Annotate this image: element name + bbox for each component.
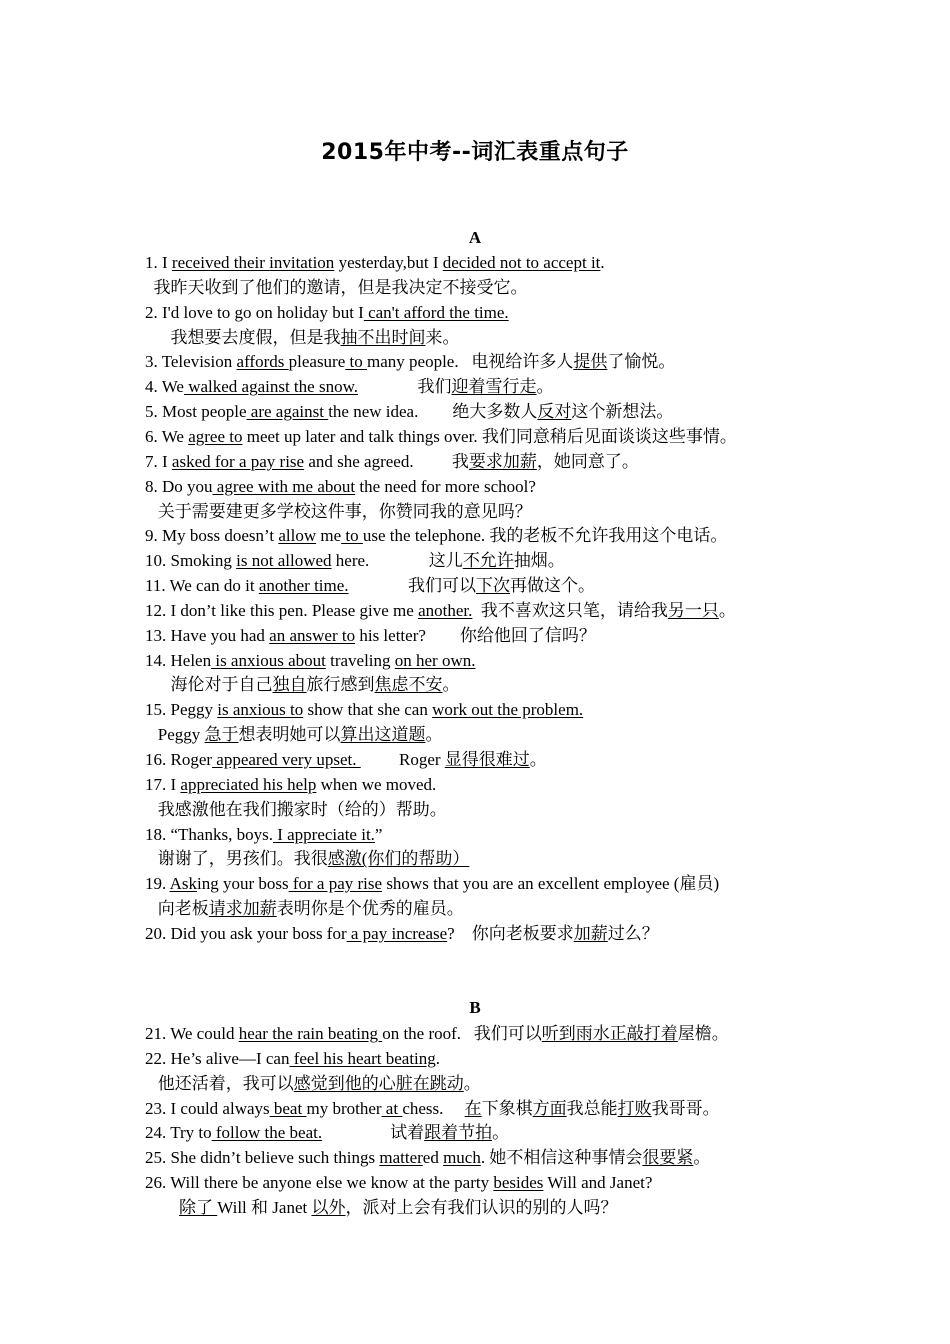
text-segment: show that she can <box>303 700 433 720</box>
sentence-line <box>145 1198 617 1218</box>
underlined-phrase: matter <box>379 1148 423 1168</box>
text-segment: 。 <box>463 1073 481 1093</box>
text-segment: 21. We could <box>145 1024 239 1043</box>
underlined-phrase: received their invitation <box>171 253 335 272</box>
underlined-phrase: is anxious about <box>211 650 326 670</box>
underlined-phrase: 感激(你们的帮助） <box>327 849 470 869</box>
underlined-phrase: hear the rain beating <box>238 1024 383 1043</box>
text-segment: chess. <box>402 1098 465 1118</box>
text-segment: 10. Smoking <box>145 551 237 571</box>
underlined-phrase: appreciated his help <box>180 774 317 794</box>
underlined-phrase: 反对 <box>537 402 572 422</box>
underlined-phrase: on her own. <box>394 650 476 670</box>
text-segment: 再做这个。 <box>510 576 596 596</box>
text-segment: 5. Most people <box>145 402 247 422</box>
sentence-line <box>145 278 528 298</box>
text-segment: 想表明她可以 <box>238 725 341 745</box>
text-segment: me <box>316 526 342 546</box>
text-segment: 我想要去度假，但是我 <box>145 327 341 347</box>
text-segment: 19. <box>145 874 170 894</box>
underlined-phrase: affords <box>236 352 289 372</box>
sentence-line <box>145 1024 729 1044</box>
text-segment: 。 <box>529 750 547 769</box>
text-segment: . <box>435 1048 441 1068</box>
underlined-phrase: follow the beat. <box>211 1123 323 1143</box>
sentence-line <box>145 303 509 323</box>
underlined-phrase: 不允许 <box>462 551 514 571</box>
underlined-phrase: 迎着雪行走 <box>451 377 537 397</box>
underlined-phrase: another. <box>418 600 473 620</box>
sentence-line <box>145 800 447 820</box>
text-segment <box>145 1198 179 1217</box>
text-segment: 试着 <box>322 1123 425 1143</box>
underlined-phrase: 以外 <box>311 1197 346 1217</box>
underlined-phrase: a pay increase <box>346 923 448 943</box>
text-segment: 我们可以 <box>348 576 477 596</box>
sentence-line <box>145 750 547 770</box>
underlined-phrase: 除了 <box>179 1197 218 1217</box>
text-segment: 。 <box>718 600 736 620</box>
text-segment: Will and Janet? <box>543 1173 653 1193</box>
text-segment: 海伦对于自己 <box>145 675 273 695</box>
underlined-phrase: 另一只 <box>667 600 719 620</box>
text-segment: 。 <box>693 1148 711 1168</box>
underlined-phrase: 提供 <box>573 352 608 372</box>
sentence-line <box>145 651 476 671</box>
sentence-line <box>145 402 673 422</box>
underlined-phrase: 要求加薪 <box>468 451 537 471</box>
underlined-phrase: 显得很难过 <box>444 750 530 769</box>
text-segment: 9. My boss doesn’t <box>145 526 279 546</box>
text-segment: Peggy <box>145 725 205 745</box>
underlined-phrase: 独自 <box>272 675 307 695</box>
underlined-phrase: 加薪 <box>573 923 608 943</box>
underlined-phrase: 方面 <box>532 1098 567 1118</box>
underlined-phrase: an answer to <box>269 625 356 645</box>
sentence-line <box>145 576 595 596</box>
text-segment: ，她同意了。 <box>536 451 639 471</box>
text-segment: 了愉悦。 <box>607 352 676 372</box>
text-segment: my brother <box>306 1098 382 1118</box>
text-segment: 我昨天收到了他们的邀请，但是我决定不接受它。 <box>145 277 528 297</box>
text-segment: 12. I don’t like this pen. Please give me <box>145 600 419 620</box>
text-segment: 24. Try to <box>145 1123 212 1143</box>
sentence-line <box>145 1173 652 1193</box>
text-segment: 我总能 <box>566 1098 618 1118</box>
text-segment: the need for more school? <box>355 476 536 496</box>
text-segment: 26. Will there be anyone else we know at the party <box>145 1173 494 1193</box>
underlined-phrase: much <box>443 1148 481 1168</box>
sentence-line <box>145 1074 481 1094</box>
sentence-line <box>145 352 675 372</box>
underlined-phrase: can't afford the time. <box>363 302 509 322</box>
text-segment: 我感激他在我们搬家时（给的）帮助。 <box>145 799 447 819</box>
text-segment: 关于需要建更多学校这件事，你赞同我的意见吗？ <box>145 501 532 521</box>
underlined-phrase: 算出这道题 <box>340 725 426 745</box>
text-segment: ed <box>422 1148 444 1168</box>
text-segment: 7. I <box>145 451 172 471</box>
text-segment: on the roof. 我们可以 <box>382 1024 542 1043</box>
underlined-phrase: allow <box>278 526 317 546</box>
sentence-line <box>145 502 532 522</box>
text-segment: Will 和 Janet <box>217 1197 312 1217</box>
text-segment: 我们 <box>358 377 452 397</box>
text-segment: shows that you are an excellent employee (雇员) <box>382 874 720 894</box>
sentence-line <box>145 526 727 546</box>
text-segment: 下象棋 <box>481 1098 533 1118</box>
text-segment: 23. I could always <box>145 1098 270 1118</box>
sentence-line <box>145 675 460 695</box>
text-segment: ” <box>374 824 383 844</box>
text-segment: pleasure <box>288 352 346 372</box>
text-segment: 4. We <box>145 377 184 397</box>
underlined-phrase: decided not to accept it <box>442 253 601 272</box>
sentence-line <box>145 601 736 621</box>
text-segment: many people. 电视给许多人 <box>367 352 574 372</box>
sentence-line <box>145 253 605 273</box>
text-segment: 屋檐。 <box>677 1024 729 1043</box>
underlined-phrase: 下次 <box>476 576 511 596</box>
text-segment: 我哥哥。 <box>651 1098 720 1118</box>
text-segment: 15. Peggy <box>145 700 218 720</box>
text-segment: here. 这儿 <box>331 551 463 571</box>
underlined-phrase: appeared very upset. <box>212 750 361 769</box>
sentence-line <box>145 725 443 745</box>
sentence-line <box>145 477 536 497</box>
text-segment: Roger <box>360 750 445 769</box>
text-segment: his letter? 你给他回了信吗？ <box>355 625 596 645</box>
text-segment: 25. She didn’t believe such things <box>145 1148 380 1168</box>
text-segment: 我不喜欢这只笔，请给我 <box>472 600 668 620</box>
text-segment: 抽烟。 <box>513 551 565 571</box>
underlined-phrase: 打败 <box>617 1098 652 1118</box>
text-segment: meet up later and talk things over. 我们同意稍后见面谈谈这些事情。 <box>242 426 737 446</box>
sentence-line <box>145 427 737 447</box>
text-segment: use the telephone. 我的老板不允许我用这个电话。 <box>362 526 728 546</box>
text-segment: 18. “Thanks, boys. <box>145 824 273 844</box>
text-segment: 1. I <box>145 253 172 272</box>
sentence-line <box>145 1099 720 1119</box>
sentence-line <box>145 1049 440 1069</box>
sentence-line <box>145 849 469 869</box>
underlined-phrase: 请求加薪 <box>208 899 277 919</box>
text-segment: 谢谢了，男孩们。我很 <box>145 849 328 869</box>
text-segment: 过么？ <box>607 923 659 943</box>
underlined-phrase: at <box>381 1098 403 1118</box>
text-segment: 旅行感到 <box>306 675 375 695</box>
text-segment: 他还活着，我可以 <box>145 1073 294 1093</box>
underlined-phrase: to <box>345 352 367 372</box>
underlined-phrase: 很要紧 <box>642 1148 694 1168</box>
underlined-phrase: another time. <box>258 576 349 596</box>
sentence-line <box>145 700 583 720</box>
underlined-phrase: to <box>341 526 363 546</box>
underlined-phrase: 焦虑不安 <box>374 675 443 695</box>
sentence-line <box>145 874 719 894</box>
underlined-phrase: 抽不出时间 <box>340 327 426 347</box>
underlined-phrase: work out the problem. <box>432 700 584 720</box>
text-segment: 16. Roger <box>145 750 213 769</box>
sentence-line <box>145 825 382 845</box>
underlined-phrase: asked for a pay rise <box>171 451 305 471</box>
text-segment: when we moved. <box>316 774 437 794</box>
underlined-phrase: is anxious to <box>217 700 304 720</box>
sentence-line <box>145 924 659 944</box>
text-segment: 3. Television <box>145 352 237 372</box>
underlined-phrase: besides <box>493 1173 544 1193</box>
underlined-phrase: Ask <box>169 874 197 894</box>
underlined-phrase: 感觉到他的心脏在跳动 <box>293 1073 464 1093</box>
text-segment: 2. I'd love to go on holiday but I <box>145 302 364 322</box>
text-segment: 。 <box>425 725 443 745</box>
sentence-line <box>145 328 460 348</box>
text-segment: 22. He’s alive—I can <box>145 1048 290 1068</box>
text-segment: traveling <box>325 650 395 670</box>
underlined-phrase: beat <box>269 1098 307 1118</box>
text-segment: 这个新想法。 <box>571 402 674 422</box>
section-heading: B <box>469 998 481 1017</box>
text-segment: 11. We can do it <box>145 576 259 596</box>
sentence-line <box>145 551 565 571</box>
text-segment: ing your boss <box>196 874 289 894</box>
text-segment: 6. We <box>145 426 189 446</box>
text-segment: 。 <box>492 1123 510 1143</box>
underlined-phrase: walked against the snow. <box>183 377 358 397</box>
document-title: 2015年中考--词汇表重点句子 <box>321 140 629 165</box>
text-segment: 表明你是个优秀的雇员。 <box>276 899 464 919</box>
text-segment: 14. Helen <box>145 650 212 670</box>
text-segment: and she agreed. 我 <box>304 451 469 471</box>
underlined-phrase: agree with me about <box>212 476 356 496</box>
sentence-line <box>145 1148 710 1168</box>
text-segment: ? 你向老板要求 <box>447 923 574 943</box>
text-segment: 20. Did you ask your boss for <box>145 923 347 943</box>
sentence-line <box>145 452 639 472</box>
underlined-phrase: 跟着节拍 <box>424 1123 493 1143</box>
sentence-line <box>145 899 464 919</box>
underlined-phrase: 听到雨水正敲打着 <box>541 1024 678 1043</box>
text-segment: . <box>600 253 605 272</box>
underlined-phrase: feel his heart beating <box>289 1048 436 1068</box>
sentence-line <box>145 1123 509 1143</box>
text-segment: ，派对上会有我们认识的别的人吗？ <box>345 1197 618 1217</box>
underlined-phrase: is not allowed <box>236 551 332 571</box>
section-heading: A <box>468 228 482 247</box>
text-segment: 向老板 <box>145 899 209 919</box>
text-segment: 。 <box>442 675 460 695</box>
text-segment: 8. Do you <box>145 476 213 496</box>
text-segment: . 她不相信这种事情会 <box>480 1148 643 1168</box>
text-segment: the new idea. 绝大多数人 <box>328 402 538 422</box>
text-segment: 13. Have you had <box>145 625 270 645</box>
text-segment: yesterday,but I <box>334 253 443 272</box>
underlined-phrase: I appreciate it. <box>272 824 375 844</box>
sentence-line <box>145 775 436 795</box>
underlined-phrase: 急于 <box>204 725 239 745</box>
underlined-phrase: are against <box>246 402 329 422</box>
underlined-phrase: 在 <box>464 1098 482 1118</box>
underlined-phrase: for a pay rise <box>288 874 383 894</box>
text-segment: 来。 <box>425 327 460 347</box>
sentence-line <box>145 377 554 397</box>
text-segment: 17. I <box>145 774 181 794</box>
sentence-line <box>145 626 596 646</box>
text-segment: 。 <box>536 377 554 397</box>
underlined-phrase: agree to <box>188 426 243 446</box>
